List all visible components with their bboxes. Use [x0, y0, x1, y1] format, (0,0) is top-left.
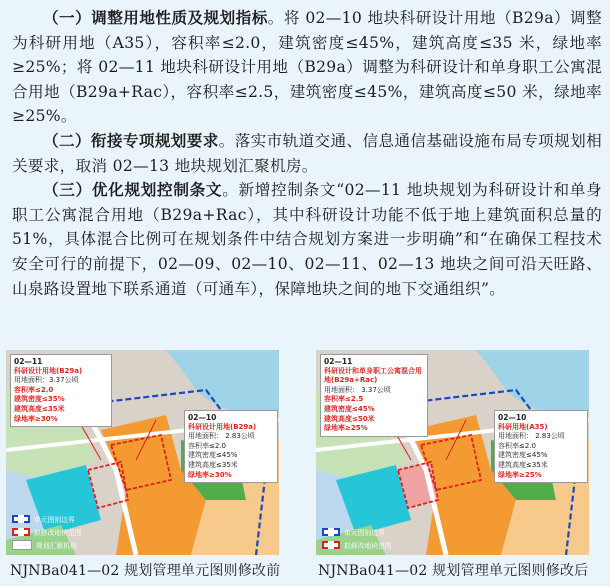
paragraph-3	[12, 178, 602, 301]
legend-label: 单元图则边界	[34, 515, 75, 524]
map-after	[316, 350, 589, 555]
indicator: 容积率≤2.5	[324, 395, 364, 404]
figure-caption-after: NJNBa041—02 规划管理单元图则修改后	[318, 563, 589, 579]
legend-label: 拟修改地块范围	[344, 541, 392, 550]
parcel-area: 用地面积： 2.83公顷	[498, 432, 565, 441]
indicator: 容积率≤2.0	[498, 441, 536, 450]
land-use: 科研用地(A35)	[498, 422, 548, 431]
map-legend	[322, 525, 392, 551]
parcel-02-10-info	[494, 410, 588, 483]
paragraph-heading: （一）调整用地性质及规划指标	[43, 8, 268, 27]
land-use: 科研设计用地(B29a)	[14, 366, 83, 375]
modified-parcel-swatch	[322, 541, 340, 549]
parcel-area: 用地面积： 2.83公顷	[188, 432, 255, 441]
indicator: 容积率≤2.0	[188, 441, 226, 450]
indicator: 容积率≤2.0	[14, 385, 54, 394]
map-legend	[12, 512, 82, 551]
land-use: 科研设计用地(B29a)	[188, 422, 257, 431]
legend-label: 规划汇聚机房	[36, 541, 77, 550]
parcel-area: 用地面积：3.37公顷	[14, 376, 79, 385]
boundary-swatch	[322, 528, 340, 536]
paragraph-1	[12, 6, 602, 129]
indicator: 绿地率≥25%	[324, 424, 368, 433]
article-body	[12, 6, 602, 301]
parcel-02-11-info	[320, 354, 428, 437]
indicator: 建筑高度≤35米	[188, 460, 238, 469]
indicator: 建筑密度≤35%	[14, 395, 65, 404]
paragraph-heading: （二）衔接专项规划要求	[43, 130, 219, 150]
parcel-area: 用地面积： 3.37公顷	[324, 385, 391, 394]
machine-room-swatch	[12, 540, 32, 550]
indicator: 绿地率≥25%	[498, 470, 542, 479]
paragraph-text: 。将 02—10 地块科研设计用地（B29a）调整为科研用地（A35），容积率≤2.0，建筑密度≤45%，建筑高度≤35 米，绿地率≥25%；将 02—11 地块科研设计用地（B29a）调整为科研设计和单身职工公寓混合用地（B29a+Rac），容积率≤2.5，建筑密度≤45%，建筑高度≤50 米，绿地率≥25%。	[12, 9, 603, 126]
indicator: 建筑高度≤35米	[498, 460, 548, 469]
indicator: 建筑密度≤45%	[498, 451, 548, 460]
figure-caption-before: NJNBa041—02 规划管理单元图则修改前	[10, 563, 281, 579]
boundary-swatch	[12, 515, 30, 523]
legend-label: 单元图则边界	[344, 528, 385, 537]
indicator: 绿地率≥30%	[14, 414, 58, 423]
parcel-id: 02—11	[324, 357, 353, 366]
paragraph-text: 。落实市轨道交通、信息通信基础设施布局专项规划相关要求，取消 02—13 地块规划汇聚机房。	[12, 131, 602, 175]
map-before	[6, 350, 279, 555]
paragraph-2	[12, 129, 602, 178]
parcel-02-11-info	[10, 354, 112, 427]
parcel-id: 02—10	[188, 413, 217, 422]
land-use: 科研设计和单身职工公寓混合用地(B29a+Rac)	[324, 366, 422, 385]
indicator: 建筑高度≤50米	[324, 414, 375, 423]
indicator: 建筑密度≤45%	[324, 404, 375, 413]
parcel-id: 02—11	[14, 357, 43, 366]
parcel-02-10-info	[184, 410, 278, 483]
parcel-id: 02—10	[498, 413, 527, 422]
indicator: 建筑密度≤45%	[188, 451, 238, 460]
legend-label: 拟修改地块范围	[34, 528, 82, 537]
paragraph-heading: （三）优化规划控制条文	[43, 180, 223, 200]
indicator: 建筑高度≤35米	[14, 404, 65, 413]
indicator: 绿地率≥30%	[188, 470, 232, 479]
modified-parcel-swatch	[12, 528, 30, 536]
paragraph-text: 。新增控制条文“02—11 地块规划为科研设计和单身职工公寓混合用地（B29a+Rac），其中科研设计功能不低于地上建筑面积总量的 51%，具体混合比例可在规划条件中结合规划方案进一步明确”和“在确保工程技术安全可行的前提下，02—09、02—10、02—11、02—13 地块之间可沿天旺路、山泉路设置地下联系通道（可通车），保障地块之间的地下交通组织”。	[12, 181, 602, 298]
